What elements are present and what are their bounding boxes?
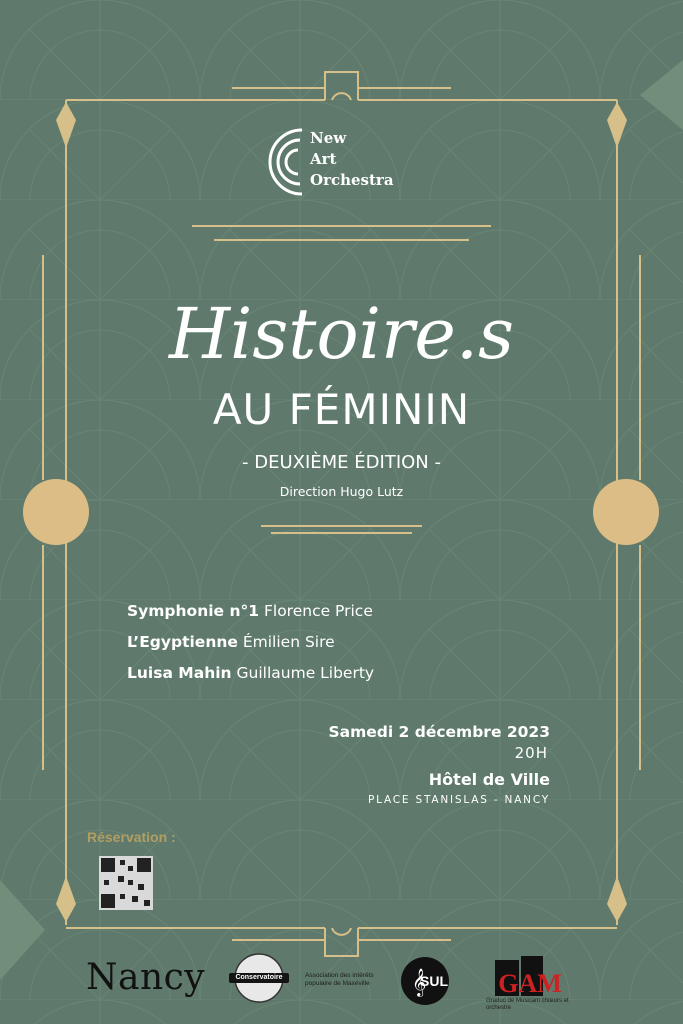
program-composer: Florence Price — [263, 602, 373, 620]
program-composer: Émilien Sire — [242, 633, 335, 651]
orchestra-name-line1: New — [310, 129, 347, 147]
program-composer: Guillaume Liberty — [236, 664, 375, 682]
reservation-label: Réservation : — [87, 829, 176, 845]
orchestra-name — [310, 128, 394, 191]
orchestra-name-line2: Art — [310, 150, 337, 168]
gam-logo-subtitle: Graduo de Musicam chœurs et orchestre — [486, 998, 569, 1011]
title-main: AU FÉMININ — [212, 385, 471, 434]
program-item — [127, 631, 335, 653]
event-address: PLACE STANISLAS - NANCY — [367, 794, 550, 806]
program-item — [127, 600, 373, 622]
sul-logo-text: SUL — [420, 973, 448, 989]
program-work: Symphonie n°1 — [127, 602, 260, 620]
event-date: Samedi 2 décembre 2023 — [328, 723, 550, 741]
nancy-logo: Nancy — [86, 957, 206, 998]
direction-credit: Direction Hugo Lutz — [279, 484, 404, 499]
orchestra-name-line3: Orchestra — [310, 171, 394, 189]
program-item — [127, 662, 374, 684]
title-script: Histoire.s — [168, 293, 515, 375]
svg-text:GAM: GAM — [498, 969, 562, 998]
conservatoire-logo-label: Conservatoire — [229, 973, 289, 983]
event-time: 20H — [514, 744, 548, 762]
program-work: Luisa Mahin — [127, 664, 232, 682]
program-work: L’Egyptienne — [127, 633, 238, 651]
qr-code-icon — [99, 856, 153, 910]
sul-clef-icon: 𝄞 — [412, 968, 427, 996]
edition-subtitle: - DEUXIÈME ÉDITION - — [242, 452, 441, 473]
event-venue: Hôtel de Ville — [428, 770, 550, 789]
association-logo-text: Association des intérêts populaire de Maxéville — [305, 972, 374, 987]
